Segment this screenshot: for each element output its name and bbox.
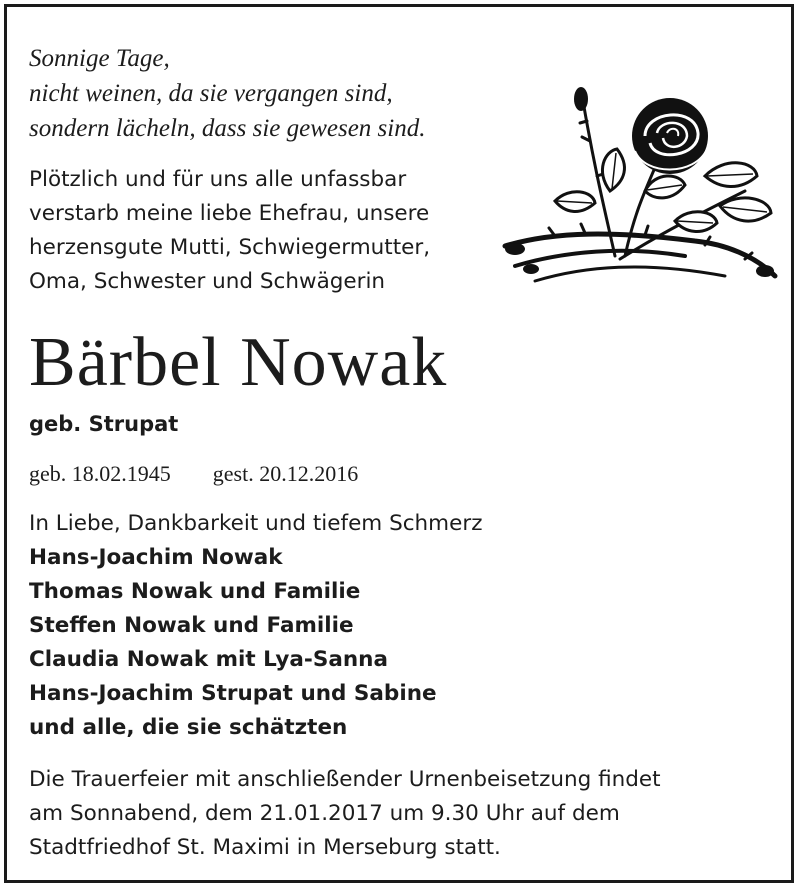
mourner-name: Thomas Nowak und Familie	[29, 579, 361, 604]
announcement-text	[29, 163, 430, 299]
motto-line: nicht weinen, da sie vergangen sind,	[29, 80, 393, 107]
ceremony-line: Die Trauerfeier mit anschließender Urnenbeisetzung findet	[29, 767, 661, 792]
mourners-intro: In Liebe, Dankbarkeit und tiefem Schmerz	[29, 511, 483, 536]
announcement-line: verstarb meine liebe Ehefrau, unsere	[29, 201, 430, 226]
mourner-name: und alle, die sie schätzten	[29, 715, 348, 740]
ceremony-info	[29, 763, 661, 865]
deceased-name: Bärbel Nowak	[29, 324, 448, 401]
motto-verse	[29, 41, 425, 146]
motto-line: Sonnige Tage,	[29, 45, 170, 72]
obituary-frame	[4, 4, 794, 883]
mourner-name: Hans-Joachim Nowak	[29, 545, 283, 570]
mourners-block	[29, 507, 482, 745]
announcement-line: herzensgute Mutti, Schwiegermutter,	[29, 235, 431, 260]
ceremony-line: am Sonnabend, dem 21.01.2017 um 9.30 Uhr auf dem	[29, 801, 620, 826]
motto-line: sondern lächeln, dass sie gewesen sind.	[29, 115, 426, 142]
mourner-name: Hans-Joachim Strupat und Sabine	[29, 681, 437, 706]
announcement-line: Plötzlich und für uns alle unfassbar	[29, 167, 407, 192]
announcement-line: Oma, Schwester und Schwägerin	[29, 269, 386, 294]
ceremony-line: Stadtfriedhof St. Maximi in Merseburg statt.	[29, 835, 501, 860]
mourner-name: Steffen Nowak und Familie	[29, 613, 354, 638]
rose-icon	[495, 81, 785, 301]
mourner-name: Claudia Nowak mit Lya-Sanna	[29, 647, 388, 672]
birth-date: geb. 18.02.1945	[29, 461, 171, 486]
maiden-name: geb. Strupat	[29, 412, 179, 436]
life-dates	[29, 459, 358, 489]
death-date: gest. 20.12.2016	[212, 461, 359, 486]
